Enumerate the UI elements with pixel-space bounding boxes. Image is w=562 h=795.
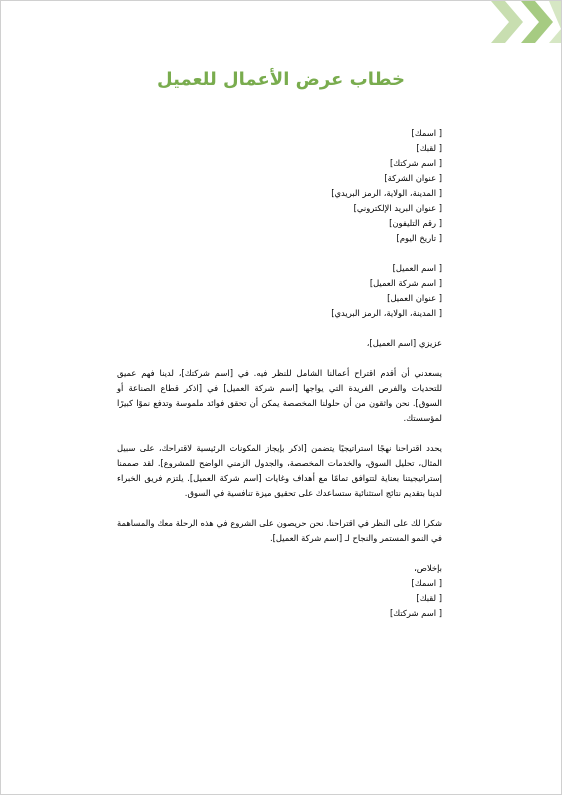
sender-block — [117, 126, 442, 246]
sender-line: [ عنوان البريد الإلكتروني] — [353, 203, 442, 213]
paragraph-intro: يسعدني أن أقدم اقتراح أعمالنا الشامل للنظر فيه. في [اسم شركتك]، لدينا فهم عميق للتحديات والفرص الفريدة التي يواجها [اسم شركة العميل] في [اذكر قطاع الصناعة أو السوق]. نحن واثقون من أن حلولنا المخصصة يمكن أن تحقق فوائد ملموسة وتدفع نموًا كبيرًا لمؤسستك. — [117, 368, 442, 423]
paragraph-approach: يحدد اقتراحنا نهجًا استراتيجيًا يتضمن [اذكر بإيجاز المكونات الرئيسية لاقتراحك، على سبيل المثال، تحليل السوق، والخدمات المخصصة، والجدول الزمني الواضح للمشروع]. لقد صممنا إستراتيجيتنا بعناية لتتوافق تمامًا مع أهداف وغايات [اسم شركة العميل]. يلتزم فريق الخبراء لدينا بتقديم نتائج استثنائية ستساعدك على تحقيق ميزة تنافسية في السوق. — [117, 443, 442, 498]
sender-line: [ رقم التليفون] — [389, 218, 442, 228]
letter-body — [117, 126, 442, 621]
document-title: خطاب عرض الأعمال للعميل — [157, 69, 405, 90]
recipient-line: [ اسم شركة العميل] — [369, 278, 442, 288]
sender-line: [ تاريخ اليوم] — [396, 233, 442, 243]
sender-line: [ اسمك] — [411, 128, 442, 138]
recipient-line: [ المدينة، الولاية، الرمز البريدي] — [331, 308, 442, 318]
paragraph-thanks: شكرا لك على النظر في اقتراحنا. نحن حريصون على الشروع في هذه الرحلة معك والمساهمة في النمو المستمر والنجاح لـ [اسم شركة العميل]. — [117, 518, 442, 543]
salutation: عزيزي [اسم العميل]، — [366, 338, 442, 348]
sender-line: [ المدينة، الولاية، الرمز البريدي] — [331, 188, 442, 198]
signature-block — [117, 576, 442, 621]
recipient-line: [ عنوان العميل] — [387, 293, 442, 303]
closing: بإخلاص، — [414, 563, 442, 573]
recipient-line: [ اسم العميل] — [392, 263, 442, 273]
recipient-block — [117, 261, 442, 321]
sender-line: [ اسم شركتك] — [390, 158, 442, 168]
chevron-decoration-icon — [491, 1, 561, 43]
signature-line: [ لقبك] — [416, 593, 442, 603]
signature-line: [ اسمك] — [411, 578, 442, 588]
sender-line: [ عنوان الشركة] — [384, 173, 442, 183]
sender-line: [ لقبك] — [416, 143, 442, 153]
signature-line: [ اسم شركتك] — [390, 608, 442, 618]
